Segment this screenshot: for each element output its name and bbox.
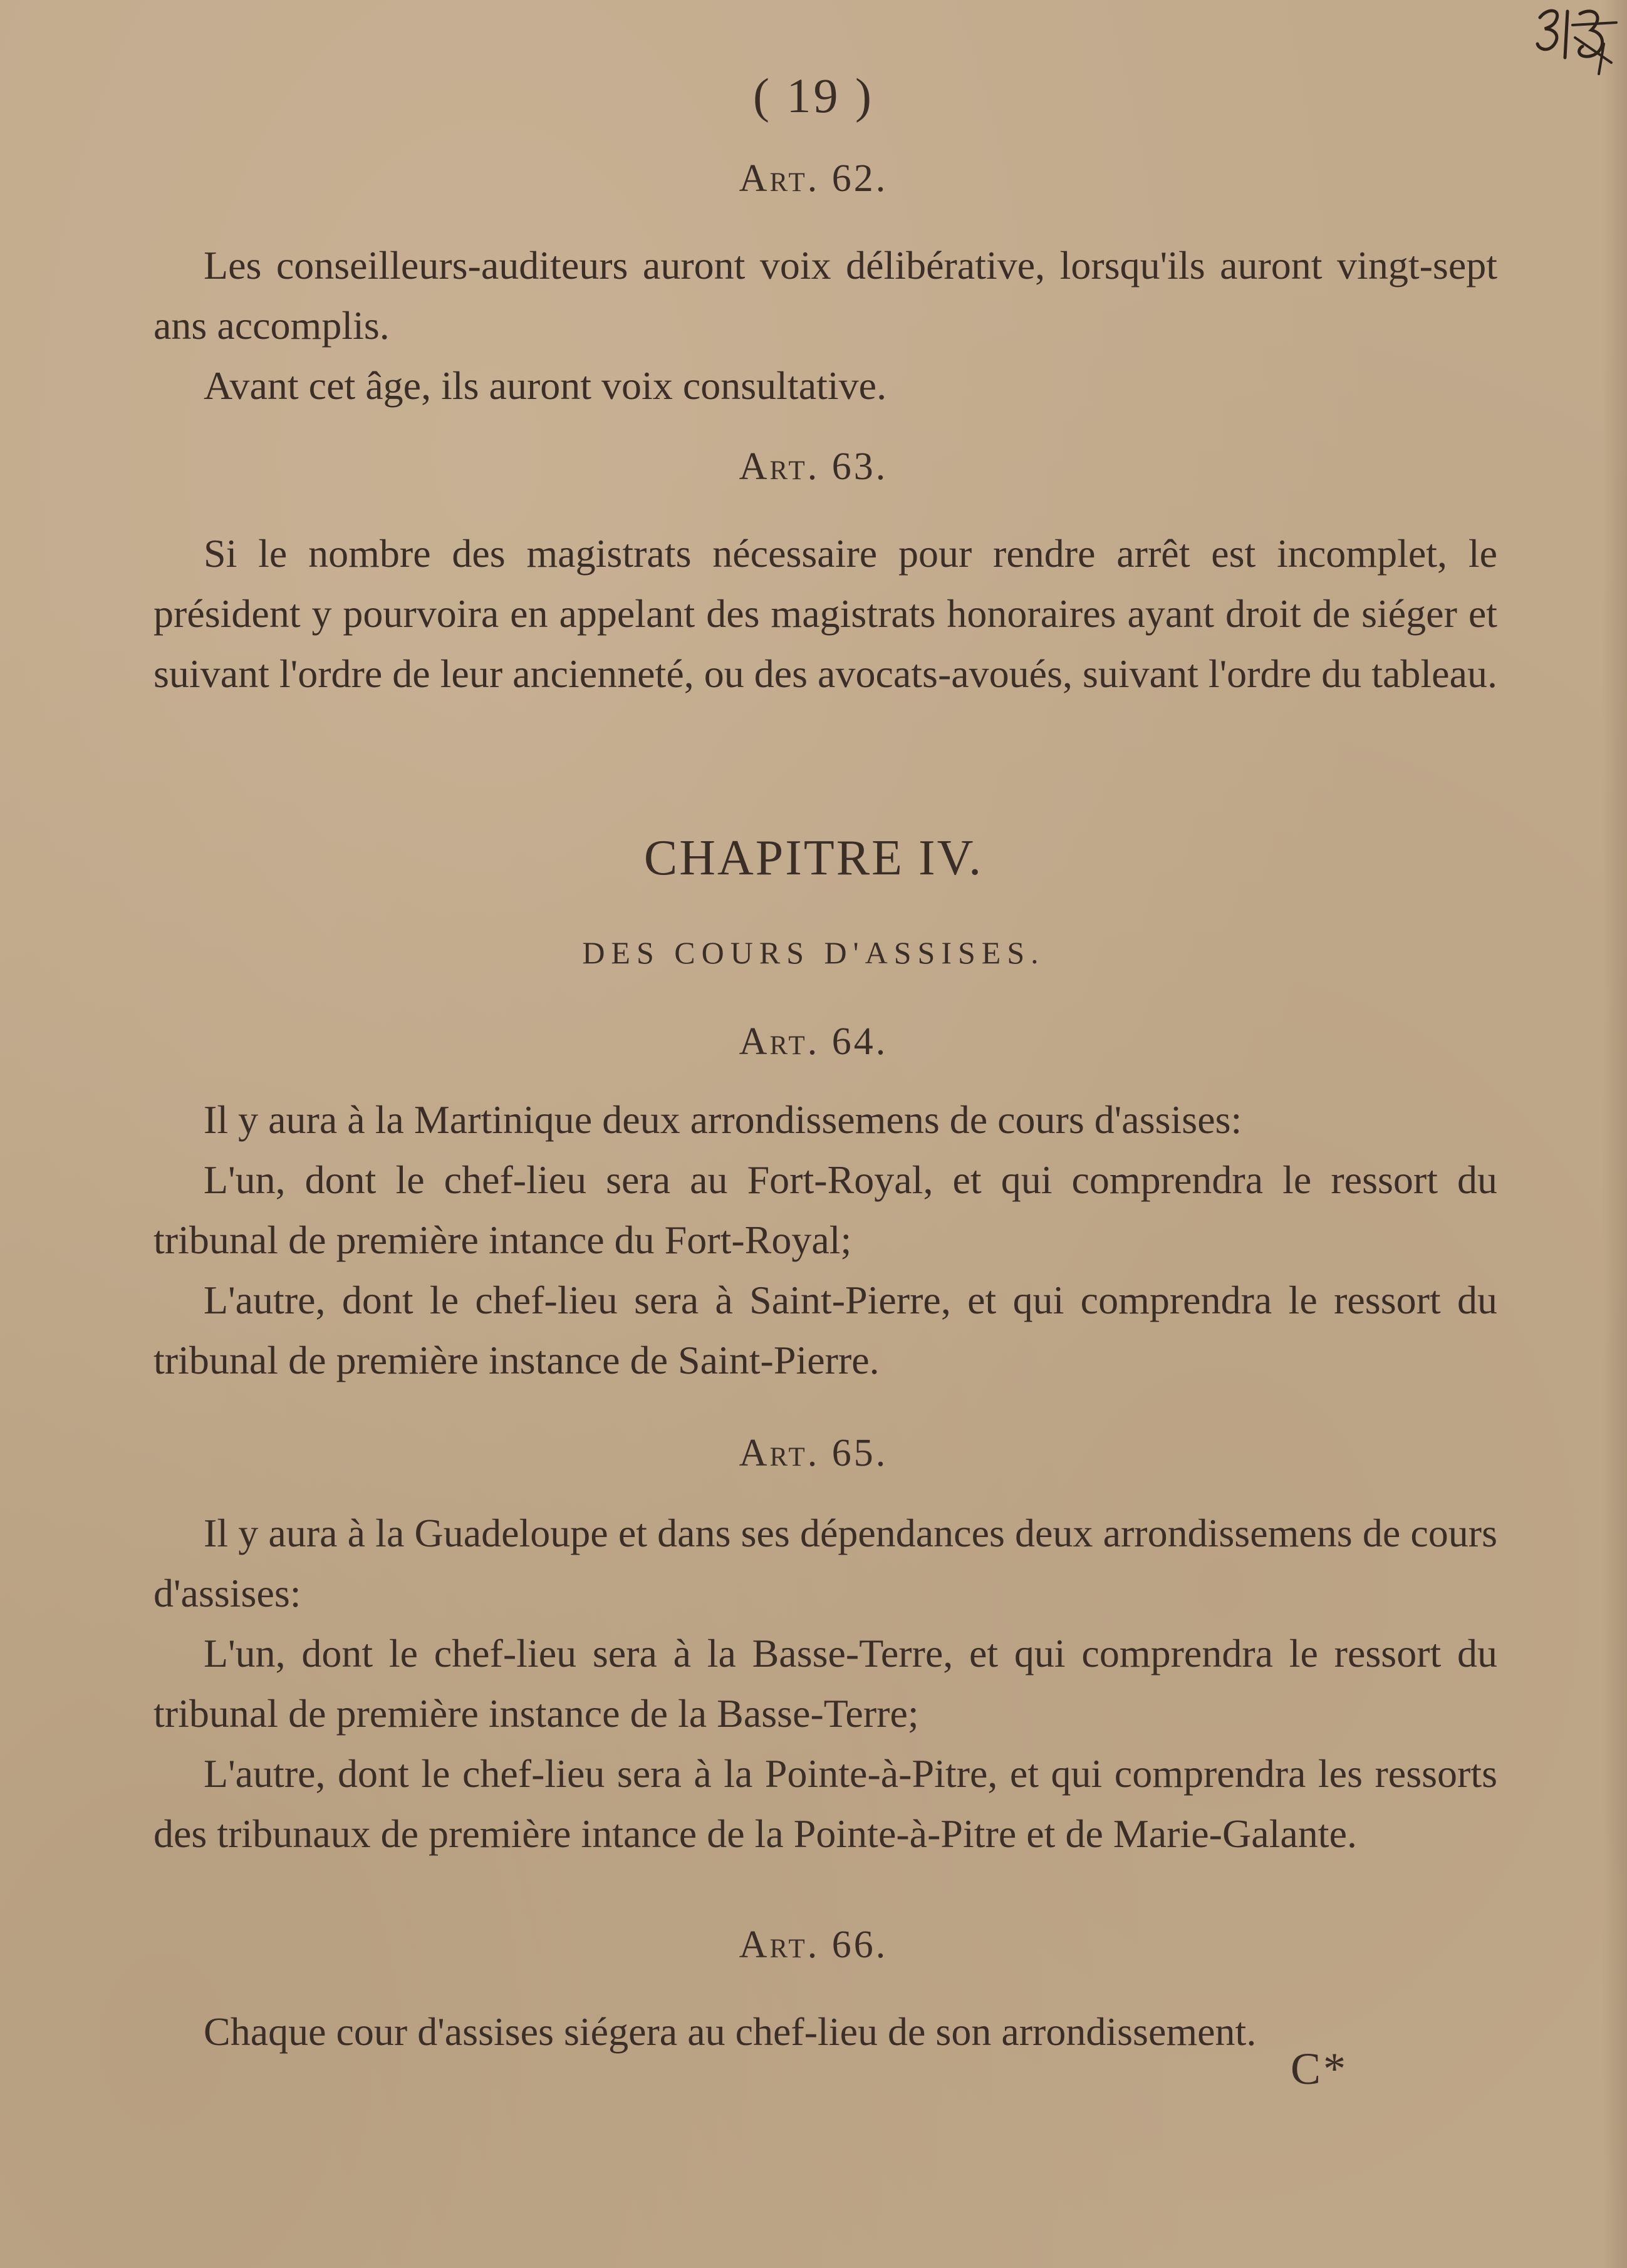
chapter-subtitle: DES COURS D'ASSISES. [582, 935, 1045, 970]
article-66-paragraph-1: Chaque cour d'assises siégera au chef-lieu de son arrondissement. [204, 2009, 1257, 2054]
article-64-paragraph-1: Il y aura à la Martinique deux arrondissemens de cours d'assises: [204, 1097, 1242, 1142]
article-62-heading: Art. 62. [739, 157, 888, 200]
article-64-paragraph-2: L'un, dont le chef-lieu sera au Fort-Royal, et qui comprendra le ressort du tribunal de première intance du Fort-Royal; [153, 1157, 1497, 1262]
article-62-paragraph-1: Les conseilleurs-auditeurs auront voix délibérative, lorsqu'ils auront vingt-sept ans accomplis. [153, 243, 1497, 348]
article-64-heading: Art. 64. [739, 1020, 888, 1063]
article-64-body [153, 1090, 1497, 1390]
chapter-title: CHAPITRE IV. [643, 831, 984, 886]
article-65-paragraph-1: Il y aura à la Guadeloupe et dans ses dépendances deux arrondissemens de cours d'assises: [153, 1511, 1497, 1615]
article-63-heading: Art. 63. [739, 445, 888, 488]
article-64-paragraph-3: L'autre, dont le chef-lieu sera à Saint-Pierre, et qui comprendra le ressort du tribunal de première instance de Saint-Pierre. [153, 1278, 1497, 1382]
article-63-paragraph-1: Si le nombre des magistrats nécessaire pour rendre arrêt est incomplet, le président y pourvoira en appelant des magistrats honoraires ayant droit de siéger et suivant l'ordre de leur ancienneté, ou des avocats-avoués, suivant l'ordre du tableau. [153, 531, 1497, 696]
article-65-heading: Art. 65. [739, 1432, 888, 1474]
article-65-body [153, 1503, 1497, 1864]
article-62-paragraph-2: Avant cet âge, ils auront voix consultative. [204, 363, 887, 408]
article-62-body [153, 236, 1497, 416]
article-65-paragraph-2: L'un, dont le chef-lieu sera à la Basse-Terre, et qui comprendra le ressort du tribunal de première instance de la Basse-Terre; [153, 1631, 1497, 1736]
article-65-paragraph-3: L'autre, dont le chef-lieu sera à la Pointe-à-Pitre, et qui comprendra les ressorts des tribunaux de première intance de la Pointe-à-Pitre et de Marie-Galante. [153, 1751, 1497, 1856]
article-63-body [153, 524, 1497, 704]
article-66-heading: Art. 66. [739, 1924, 888, 1966]
signature-mark: C* [1291, 2044, 1349, 2094]
page-number: ( 19 ) [753, 68, 874, 123]
